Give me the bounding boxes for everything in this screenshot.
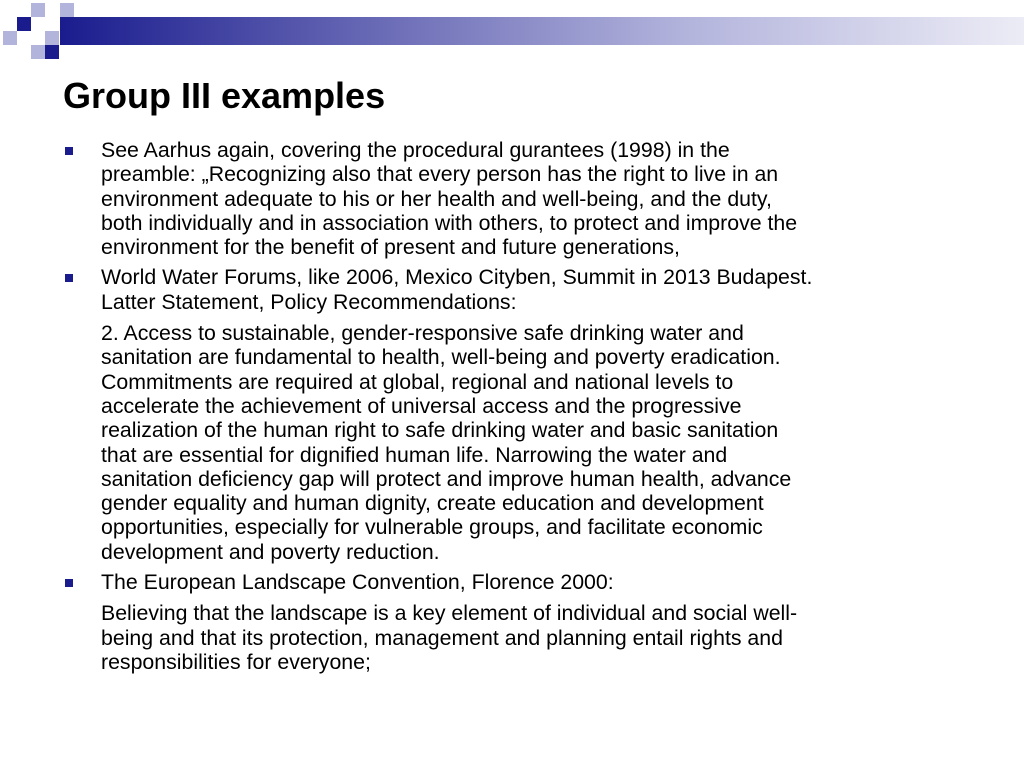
text-line: responsibilities for everyone;: [101, 649, 371, 674]
text-line: 2. Access to sustainable, gender-responsive safe drinking water and: [101, 321, 744, 346]
text-line: being and that its protection, management and planning entail rights and: [101, 625, 783, 650]
square-bullet-icon: [65, 274, 73, 282]
text-line: opportunities, especially for vulnerable groups, and facilitate economic: [101, 515, 763, 540]
slide-title: Group III examples: [63, 75, 386, 116]
corner-square-light: [31, 3, 45, 17]
bullet-paragraph: [60, 138, 965, 259]
text-line: environment for the benefit of present and future generations,: [101, 235, 680, 260]
corner-square-dark: [45, 45, 59, 59]
text-line: development and poverty reduction.: [101, 539, 440, 564]
text-line: See Aarhus again, covering the procedural gurantees (1998) in the: [101, 138, 730, 162]
text-line: Commitments are required at global, regional and national levels to: [101, 369, 734, 394]
text-line: sanitation are fundamental to health, well-being and poverty eradication.: [101, 345, 781, 370]
text-line: sanitation deficiency gap will protect and improve human health, advance: [101, 466, 792, 491]
square-bullet-icon: [65, 579, 73, 587]
corner-square-light: [3, 31, 17, 45]
sub-paragraph: [60, 601, 965, 674]
square-bullet-icon: [65, 147, 73, 155]
text-line: both individually and in association with others, to protect and improve the: [101, 210, 798, 235]
text-line: environment adequate to his or her health and well-being, and the duty,: [101, 186, 772, 211]
bullet-paragraph: [60, 265, 965, 314]
text-line: that are essential for dignified human life. Narrowing the water and: [101, 442, 728, 467]
corner-square-light: [31, 45, 45, 59]
text-line: accelerate the achievement of universal access and the progressive: [101, 393, 742, 418]
text-line: The European Landscape Convention, Florence 2000:: [101, 570, 614, 595]
bullet-paragraph: [60, 570, 965, 594]
sub-paragraph: [60, 321, 965, 564]
corner-square-light: [45, 31, 59, 45]
slide-body: [60, 138, 965, 680]
text-line: World Water Forums, like 2006, Mexico Cityben, Summit in 2013 Budapest.: [101, 265, 813, 290]
corner-square-dark: [17, 17, 31, 31]
text-line: realization of the human right to safe drinking water and basic sanitation: [101, 418, 779, 443]
text-line: Believing that the landscape is a key element of individual and social well-: [101, 601, 798, 626]
header-gradient-bar: [60, 17, 1024, 45]
text-line: gender equality and human dignity, create education and development: [101, 491, 764, 516]
text-line: preamble: „Recognizing also that every person has the right to live in an: [101, 162, 779, 187]
text-line: Latter Statement, Policy Recommendations:: [101, 289, 517, 314]
corner-square-light: [60, 3, 74, 17]
